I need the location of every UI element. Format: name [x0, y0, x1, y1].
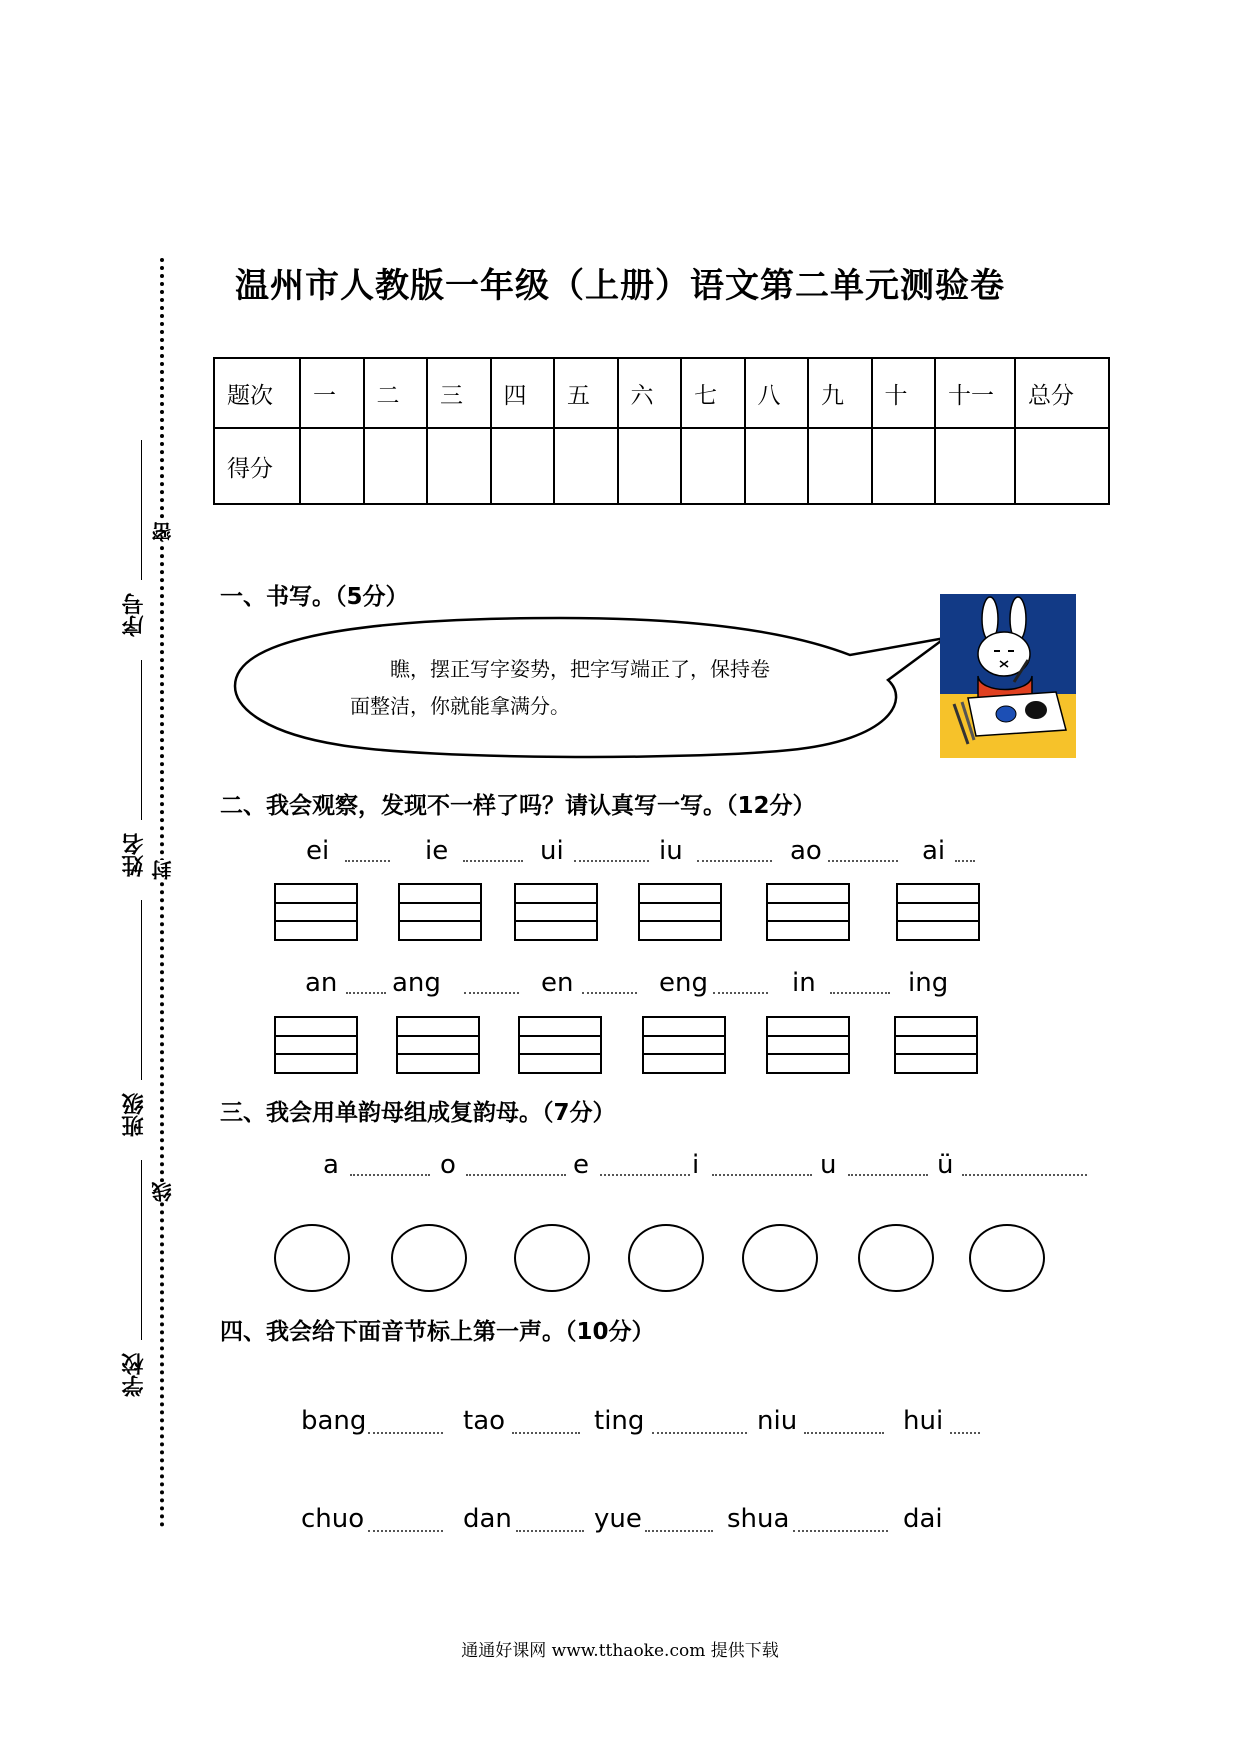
writing-grid[interactable]	[766, 1016, 850, 1074]
score-row-label: 得分	[214, 428, 300, 504]
pinyin-an: an	[305, 968, 338, 998]
score-header-cell: 七	[681, 358, 745, 428]
score-header-cell: 三	[427, 358, 491, 428]
section4-heading: 四、我会给下面音节标上第一声。（10分）	[220, 1319, 655, 1345]
syllable-yue: yue	[594, 1504, 642, 1534]
score-header-cell: 五	[554, 358, 618, 428]
section1-heading: 一、书写。（5分）	[220, 584, 409, 610]
score-header-cell: 二	[364, 358, 428, 428]
score-cell[interactable]	[745, 428, 809, 504]
syllable-dai: dai	[903, 1504, 943, 1534]
score-cell[interactable]	[300, 428, 364, 504]
dot-leader	[830, 992, 890, 994]
bubble-line-1: 瞧，摆正写字姿势，把字写端正了，保持卷	[390, 657, 770, 681]
pinyin-ang: ang	[392, 968, 441, 998]
writing-grid[interactable]	[518, 1016, 602, 1074]
binding-dotted-line	[160, 258, 164, 1528]
dot-leader	[516, 1530, 584, 1532]
score-header-cell: 十	[872, 358, 936, 428]
label-name: 姓名	[121, 833, 147, 877]
name-line	[141, 660, 142, 820]
section3-heading: 三、我会用单韵母组成复韵母。（7分）	[220, 1100, 616, 1126]
dot-leader	[582, 992, 637, 994]
answer-circle[interactable]	[514, 1224, 590, 1292]
syllable-hui: hui	[903, 1406, 944, 1436]
answer-circle[interactable]	[858, 1224, 934, 1292]
score-header-cell: 四	[491, 358, 555, 428]
dot-leader	[574, 860, 649, 862]
dot-leader	[346, 992, 386, 994]
rabbit-writing-icon	[940, 594, 1076, 758]
score-header-cell: 八	[745, 358, 809, 428]
score-cell[interactable]	[872, 428, 936, 504]
answer-circle[interactable]	[969, 1224, 1045, 1292]
writing-grid[interactable]	[274, 1016, 358, 1074]
vowel-i: i	[692, 1150, 700, 1180]
pinyin-ai: ai	[922, 836, 946, 866]
syllable-bang: bang	[301, 1406, 367, 1436]
vowel-a: a	[323, 1150, 339, 1180]
score-cell[interactable]	[935, 428, 1015, 504]
dot-leader	[712, 1174, 812, 1176]
seal-char-feng: 封	[148, 860, 177, 880]
score-header-cell: 总分	[1015, 358, 1109, 428]
pinyin-ing: ing	[908, 968, 949, 998]
seq-line	[141, 440, 142, 580]
writing-grid[interactable]	[638, 883, 722, 941]
dot-leader	[350, 1174, 430, 1176]
dot-leader	[600, 1174, 690, 1176]
pinyin-ao: ao	[790, 836, 822, 866]
pinyin-in: in	[792, 968, 816, 998]
dot-leader	[368, 1530, 443, 1532]
seal-char-mi: 密	[148, 522, 177, 542]
score-header-cell: 九	[808, 358, 872, 428]
writing-grid[interactable]	[894, 1016, 978, 1074]
score-header-cell: 十一	[935, 358, 1015, 428]
score-table-score-row	[214, 428, 1109, 504]
score-table	[213, 357, 1110, 505]
pinyin-iu: iu	[659, 836, 683, 866]
answer-circle[interactable]	[628, 1224, 704, 1292]
score-header-cell: 一	[300, 358, 364, 428]
writing-grid[interactable]	[274, 883, 358, 941]
vowel-u-umlaut: ü	[937, 1150, 954, 1180]
score-header-cell: 六	[618, 358, 682, 428]
score-table-header-row	[214, 358, 1109, 428]
page-title: 温州市人教版一年级（上册）语文第二单元测验卷	[235, 266, 1005, 306]
vowel-u: u	[820, 1150, 837, 1180]
dot-leader	[804, 1432, 884, 1434]
label-class: 班级	[121, 1093, 147, 1137]
answer-circle[interactable]	[742, 1224, 818, 1292]
pinyin-eng: eng	[659, 968, 708, 998]
dot-leader	[697, 860, 772, 862]
dot-leader	[828, 860, 898, 862]
dot-leader	[464, 992, 519, 994]
answer-circle[interactable]	[391, 1224, 467, 1292]
dot-leader	[512, 1432, 580, 1434]
syllable-tao: tao	[463, 1406, 506, 1436]
syllable-dan: dan	[463, 1504, 512, 1534]
pinyin-ui: ui	[540, 836, 564, 866]
dot-leader	[848, 1174, 928, 1176]
score-cell[interactable]	[491, 428, 555, 504]
writing-grid[interactable]	[896, 883, 980, 941]
label-school: 学校	[121, 1353, 147, 1397]
seal-char-xian: 线	[148, 1182, 177, 1202]
writing-grid[interactable]	[396, 1016, 480, 1074]
dot-leader	[962, 1174, 1087, 1176]
bubble-line-2: 面整洁，你就能拿满分。	[350, 694, 570, 718]
school-line	[141, 1160, 142, 1340]
dot-leader	[713, 992, 768, 994]
score-cell[interactable]	[681, 428, 745, 504]
writing-grid[interactable]	[398, 883, 482, 941]
dot-leader	[368, 1432, 443, 1434]
section2-heading: 二、我会观察，发现不一样了吗？请认真写一写。（12分）	[220, 793, 816, 819]
dot-leader	[955, 860, 975, 862]
score-cell[interactable]	[364, 428, 428, 504]
dot-leader	[466, 1174, 566, 1176]
dot-leader	[645, 1530, 713, 1532]
dot-leader	[345, 860, 390, 862]
dot-leader	[950, 1432, 980, 1434]
writing-grid[interactable]	[642, 1016, 726, 1074]
score-header-cell: 题次	[214, 358, 300, 428]
score-cell[interactable]	[808, 428, 872, 504]
syllable-ting: ting	[594, 1406, 645, 1436]
vowel-o: o	[440, 1150, 456, 1180]
vowel-e: e	[573, 1150, 589, 1180]
syllable-niu: niu	[757, 1406, 798, 1436]
score-cell[interactable]	[1015, 428, 1109, 504]
dot-leader	[652, 1432, 747, 1434]
answer-circle[interactable]	[274, 1224, 350, 1292]
pinyin-ei: ei	[306, 836, 330, 866]
syllable-chuo: chuo	[301, 1504, 365, 1534]
class-line	[141, 900, 142, 1080]
pinyin-en: en	[541, 968, 574, 998]
score-cell[interactable]	[618, 428, 682, 504]
score-cell[interactable]	[554, 428, 618, 504]
writing-grid[interactable]	[514, 883, 598, 941]
writing-grid[interactable]	[766, 883, 850, 941]
pinyin-ie: ie	[425, 836, 449, 866]
label-seq: 序号	[121, 593, 147, 637]
dot-leader	[463, 860, 523, 862]
score-cell[interactable]	[427, 428, 491, 504]
dot-leader	[793, 1530, 888, 1532]
syllable-shua: shua	[727, 1504, 790, 1534]
footer-source: 通通好课网 www.tthaoke.com 提供下载	[461, 1641, 779, 1661]
